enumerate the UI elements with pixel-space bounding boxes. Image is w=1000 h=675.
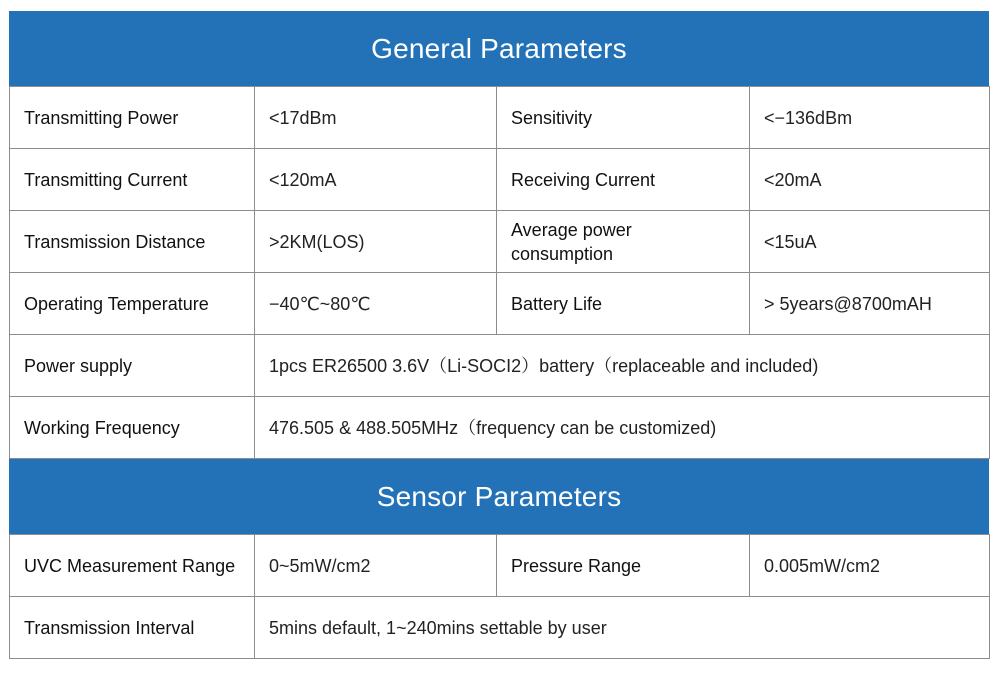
table-row: [10, 535, 990, 597]
param-label-receiving-current: Receiving Current: [497, 149, 750, 211]
table-row: [10, 211, 990, 273]
param-value-battery-life: > 5years@8700mAH: [750, 273, 990, 335]
param-value-transmitting-current: <120mA: [255, 149, 497, 211]
table-row: [10, 597, 990, 659]
sensor-parameters-title: Sensor Parameters: [376, 480, 622, 512]
param-label-transmission-distance: Transmission Distance: [10, 211, 255, 273]
param-label-transmitting-power: Transmitting Power: [10, 87, 255, 149]
sensor-parameters-header: [9, 459, 989, 534]
table-row: [10, 273, 990, 335]
sensor-parameters-table: [9, 534, 990, 659]
param-value-power-supply: 1pcs ER26500 3.6V（Li-SOCI2）battery（replaceable and included): [255, 335, 990, 397]
param-label-battery-life: Battery Life: [497, 273, 750, 335]
param-value-transmitting-power: <17dBm: [255, 87, 497, 149]
param-value-working-frequency: 476.505 & 488.505MHz（frequency can be customized): [255, 397, 990, 459]
parameter-sheet: [9, 11, 989, 659]
param-label-transmission-interval: Transmission Interval: [10, 597, 255, 659]
param-value-uvc-measurement-range: 0~5mW/cm2: [255, 535, 497, 597]
table-row: [10, 397, 990, 459]
general-parameters-table: [9, 86, 990, 459]
table-row: [10, 87, 990, 149]
param-label-uvc-measurement-range: UVC Measurement Range: [10, 535, 255, 597]
param-label-transmitting-current: Transmitting Current: [10, 149, 255, 211]
param-label-average-power-consumption: Average power consumption: [497, 211, 750, 273]
param-value-transmission-distance: >2KM(LOS): [255, 211, 497, 273]
param-value-sensitivity: <−136dBm: [750, 87, 990, 149]
general-parameters-title: General Parameters: [371, 32, 627, 64]
param-label-power-supply: Power supply: [10, 335, 255, 397]
param-value-receiving-current: <20mA: [750, 149, 990, 211]
param-value-operating-temperature: −40℃~80℃: [255, 273, 497, 335]
param-label-operating-temperature: Operating Temperature: [10, 273, 255, 335]
param-value-pressure-range: 0.005mW/cm2: [750, 535, 990, 597]
param-label-working-frequency: Working Frequency: [10, 397, 255, 459]
param-value-transmission-interval: 5mins default, 1~240mins settable by user: [255, 597, 990, 659]
param-label-sensitivity: Sensitivity: [497, 87, 750, 149]
general-parameters-header: [9, 11, 989, 86]
table-row: [10, 335, 990, 397]
table-row: [10, 149, 990, 211]
param-label-pressure-range: Pressure Range: [497, 535, 750, 597]
param-value-average-power-consumption: <15uA: [750, 211, 990, 273]
